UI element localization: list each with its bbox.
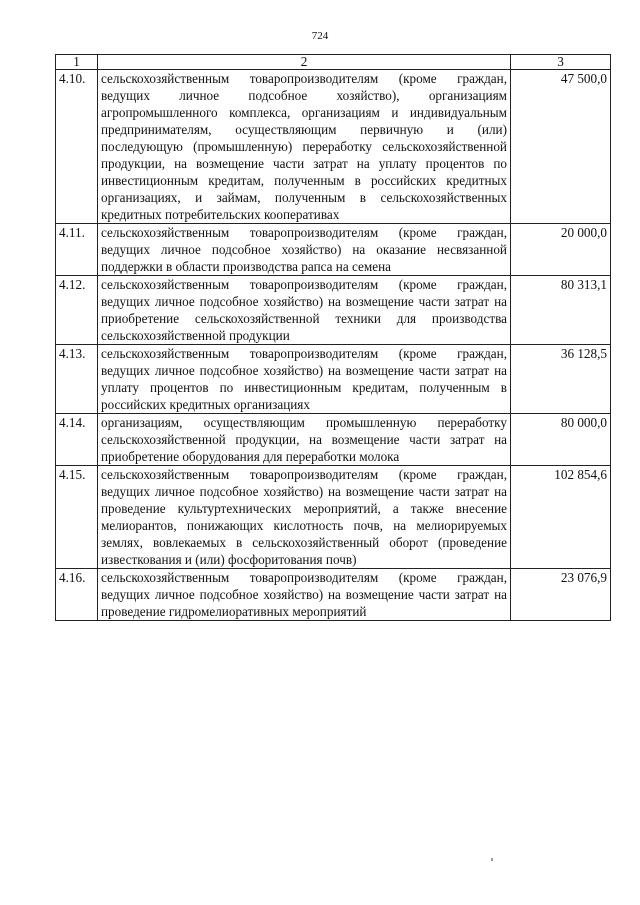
page-number: 724: [311, 30, 329, 42]
row-number: 4.11.: [56, 224, 98, 276]
column-header-number: 1: [56, 55, 98, 70]
row-description: сельскохозяйственным товаропроизводителям (кроме граждан, ведущих личное подсобное хозяйство) на возмещение части затрат на уплату процентов по инвестиционным кредитам, полученным в российских кредитных организациях: [98, 345, 511, 414]
table-row: [56, 345, 611, 414]
table-row: [56, 466, 611, 569]
row-number: 4.10.: [56, 70, 98, 224]
row-description: сельскохозяйственным товаропроизводителям (кроме граждан, ведущих личное подсобное хозяйство) на возмещение части затрат на проведение гидромелиоративных мероприятий: [98, 569, 511, 621]
row-description: сельскохозяйственным товаропроизводителям (кроме граждан, ведущих личное подсобное хозяйство) на возмещение части затрат на проведение культуртехнических мероприятий, а также внесение мелиорантов, понижающих кислотность почв, на мелиорируемых землях, вовлекаемых в сельскохозяйственный оборот (проведение известкования и (или) фосфоритования почв): [98, 466, 511, 569]
column-header-description: 2: [98, 55, 511, 70]
table-row: [56, 224, 611, 276]
row-description: сельскохозяйственным товаропроизводителям (кроме граждан, ведущих личное подсобное хозяйство) на оказание несвязанной поддержки в области производства рапса на семена: [98, 224, 511, 276]
table-row: [56, 70, 611, 224]
table-row: [56, 414, 611, 466]
row-amount: 102 854,6: [511, 466, 611, 569]
row-amount: 47 500,0: [511, 70, 611, 224]
row-description: сельскохозяйственным товаропроизводителям (кроме граждан, ведущих личное подсобное хозяйство), организациям агропромышленного комплекса, организациям и индивидуальным предпринимателям, осуществляющим первичную и (или) последующую (промышленную) переработку сельскохозяйственной продукции, на возмещение части затрат на уплату процентов по инвестиционным кредитам, полученным в российских кредитных организациях, и займам, полученным в сельскохозяйственных кредитных потребительских кооперативах: [98, 70, 511, 224]
scan-artifact-dot: [491, 858, 493, 861]
table-row: [56, 569, 611, 621]
column-header-amount: 3: [511, 55, 611, 70]
row-amount: 23 076,9: [511, 569, 611, 621]
row-amount: 20 000,0: [511, 224, 611, 276]
row-number: 4.16.: [56, 569, 98, 621]
table-header-row: [56, 55, 611, 70]
row-description: сельскохозяйственным товаропроизводителям (кроме граждан, ведущих личное подсобное хозяйство) на возмещение части затрат на приобретение сельскохозяйственной техники для производства сельскохозяйственной продукции: [98, 276, 511, 345]
row-number: 4.14.: [56, 414, 98, 466]
table-row: [56, 276, 611, 345]
row-number: 4.13.: [56, 345, 98, 414]
row-amount: 80 313,1: [511, 276, 611, 345]
row-amount: 36 128,5: [511, 345, 611, 414]
row-number: 4.15.: [56, 466, 98, 569]
row-number: 4.12.: [56, 276, 98, 345]
row-description: организациям, осуществляющим промышленную переработку сельскохозяйственной продукции, на возмещение части затрат на приобретение оборудования для переработки молока: [98, 414, 511, 466]
subsidy-table: [55, 54, 611, 621]
row-amount: 80 000,0: [511, 414, 611, 466]
